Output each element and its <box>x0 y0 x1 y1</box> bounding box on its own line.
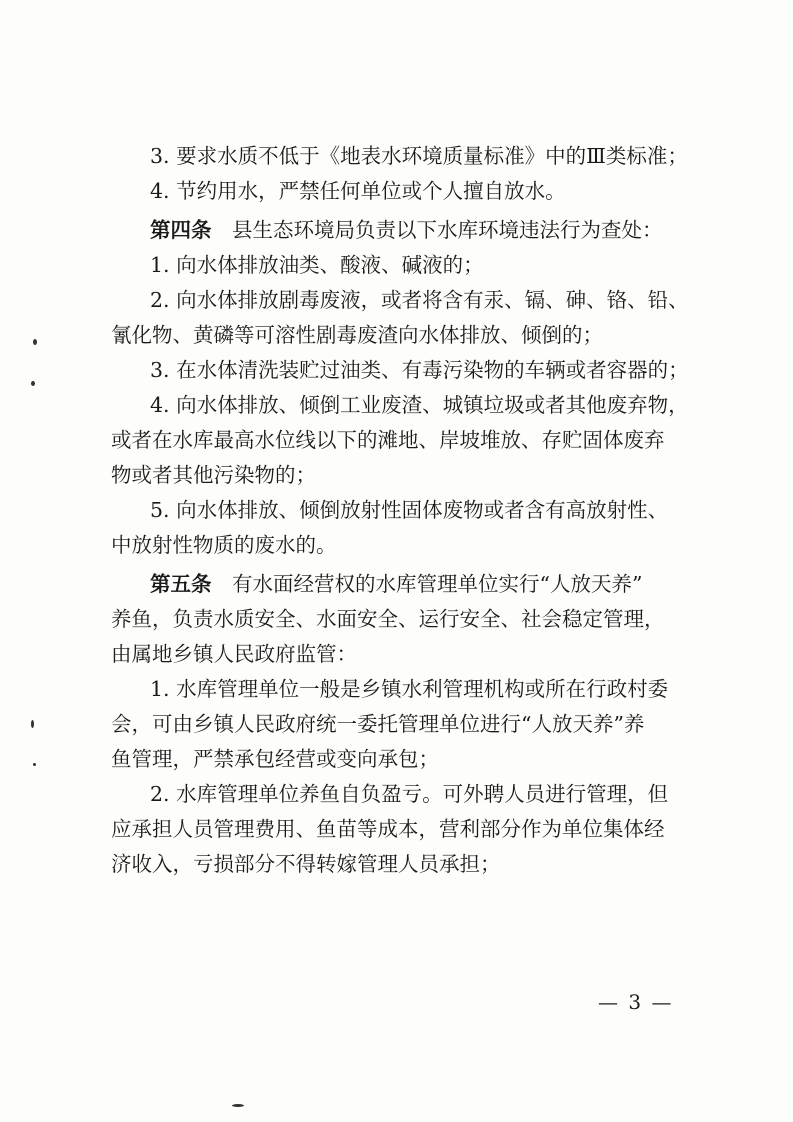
text-line <box>111 318 686 353</box>
line-text: 2. 水库管理单位养鱼自负盈亏。可外聘人员进行管理，但 <box>150 782 669 806</box>
line-text: 3. 要求水质不低于《地表水环境质量标准》中的Ⅲ类标准； <box>150 144 688 168</box>
text-line <box>111 458 686 493</box>
scan-speck <box>31 720 34 728</box>
line-text: 会，可由乡镇人民政府统一委托管理单位进行“人放天养”养 <box>111 712 645 736</box>
text-line <box>111 353 689 388</box>
line-text: 中放射性物质的废水的。 <box>111 533 337 557</box>
text-line <box>111 493 686 528</box>
line-text: 由属地乡镇人民政府监管： <box>111 642 357 666</box>
line-text: 2. 向水体排放剧毒废液，或者将含有汞、镉、砷、铬、铅、 <box>150 288 689 312</box>
text-line <box>111 139 686 174</box>
line-text: 4. 节约用水，严禁任何单位或个人擅自放水。 <box>150 179 566 203</box>
document-body <box>111 139 689 882</box>
line-text: 或者在水库最高水位线以下的滩地、岸坡堆放、存贮固体废弃 <box>111 428 665 452</box>
scan-speck <box>31 381 35 386</box>
line-text: 有水面经营权的水库管理单位实行“人放天养” <box>211 572 643 596</box>
line-text: 4. 向水体排放、倾倒工业废渣、城镇垃圾或者其他废弃物， <box>150 393 689 417</box>
page-number: — 3 — <box>598 990 674 1014</box>
scan-speck <box>232 1104 244 1107</box>
text-line <box>111 174 686 209</box>
text-line <box>111 388 689 423</box>
line-text: 氰化物、黄磷等可溶性剧毒废渣向水体排放、倾倒的； <box>111 323 603 347</box>
line-text: 5. 向水体排放、倾倒放射性固体废物或者含有高放射性、 <box>150 498 669 522</box>
line-text: 1. 向水体排放油类、酸液、碱液的； <box>150 253 484 277</box>
text-line <box>111 283 689 318</box>
line-text: 应承担人员管理费用、鱼苗等成本，营利部分作为单位集体经 <box>111 817 665 841</box>
scan-speck <box>33 339 37 345</box>
line-text: 县生态环境局负责以下水库环境违法行为查处： <box>211 218 663 242</box>
text-line <box>111 672 686 707</box>
line-text: 3. 在水体清洗装贮过油类、有毒污染物的车辆或者容器的； <box>150 358 689 382</box>
article-heading: 第五条 <box>150 572 212 596</box>
text-line <box>111 637 686 672</box>
text-line <box>111 528 686 563</box>
article-heading: 第四条 <box>150 218 212 242</box>
line-text: 鱼管理，严禁承包经营或变向承包； <box>111 747 439 771</box>
text-line <box>111 248 686 283</box>
text-line <box>111 423 686 458</box>
line-text: 物或者其他污染物的； <box>111 463 316 487</box>
text-line <box>111 847 686 882</box>
text-line <box>111 213 686 248</box>
line-text: 1. 水库管理单位一般是乡镇水利管理机构或所在行政村委 <box>150 677 669 701</box>
text-line <box>111 707 686 742</box>
text-line <box>111 777 686 812</box>
text-line <box>111 742 686 777</box>
text-line <box>111 812 686 847</box>
text-line <box>111 567 686 602</box>
text-line <box>111 602 686 637</box>
line-text: 济收入，亏损部分不得转嫁管理人员承担； <box>111 852 501 876</box>
line-text: 养鱼，负责水质安全、水面安全、运行安全、社会稳定管理， <box>111 607 665 631</box>
scan-speck <box>33 763 36 766</box>
